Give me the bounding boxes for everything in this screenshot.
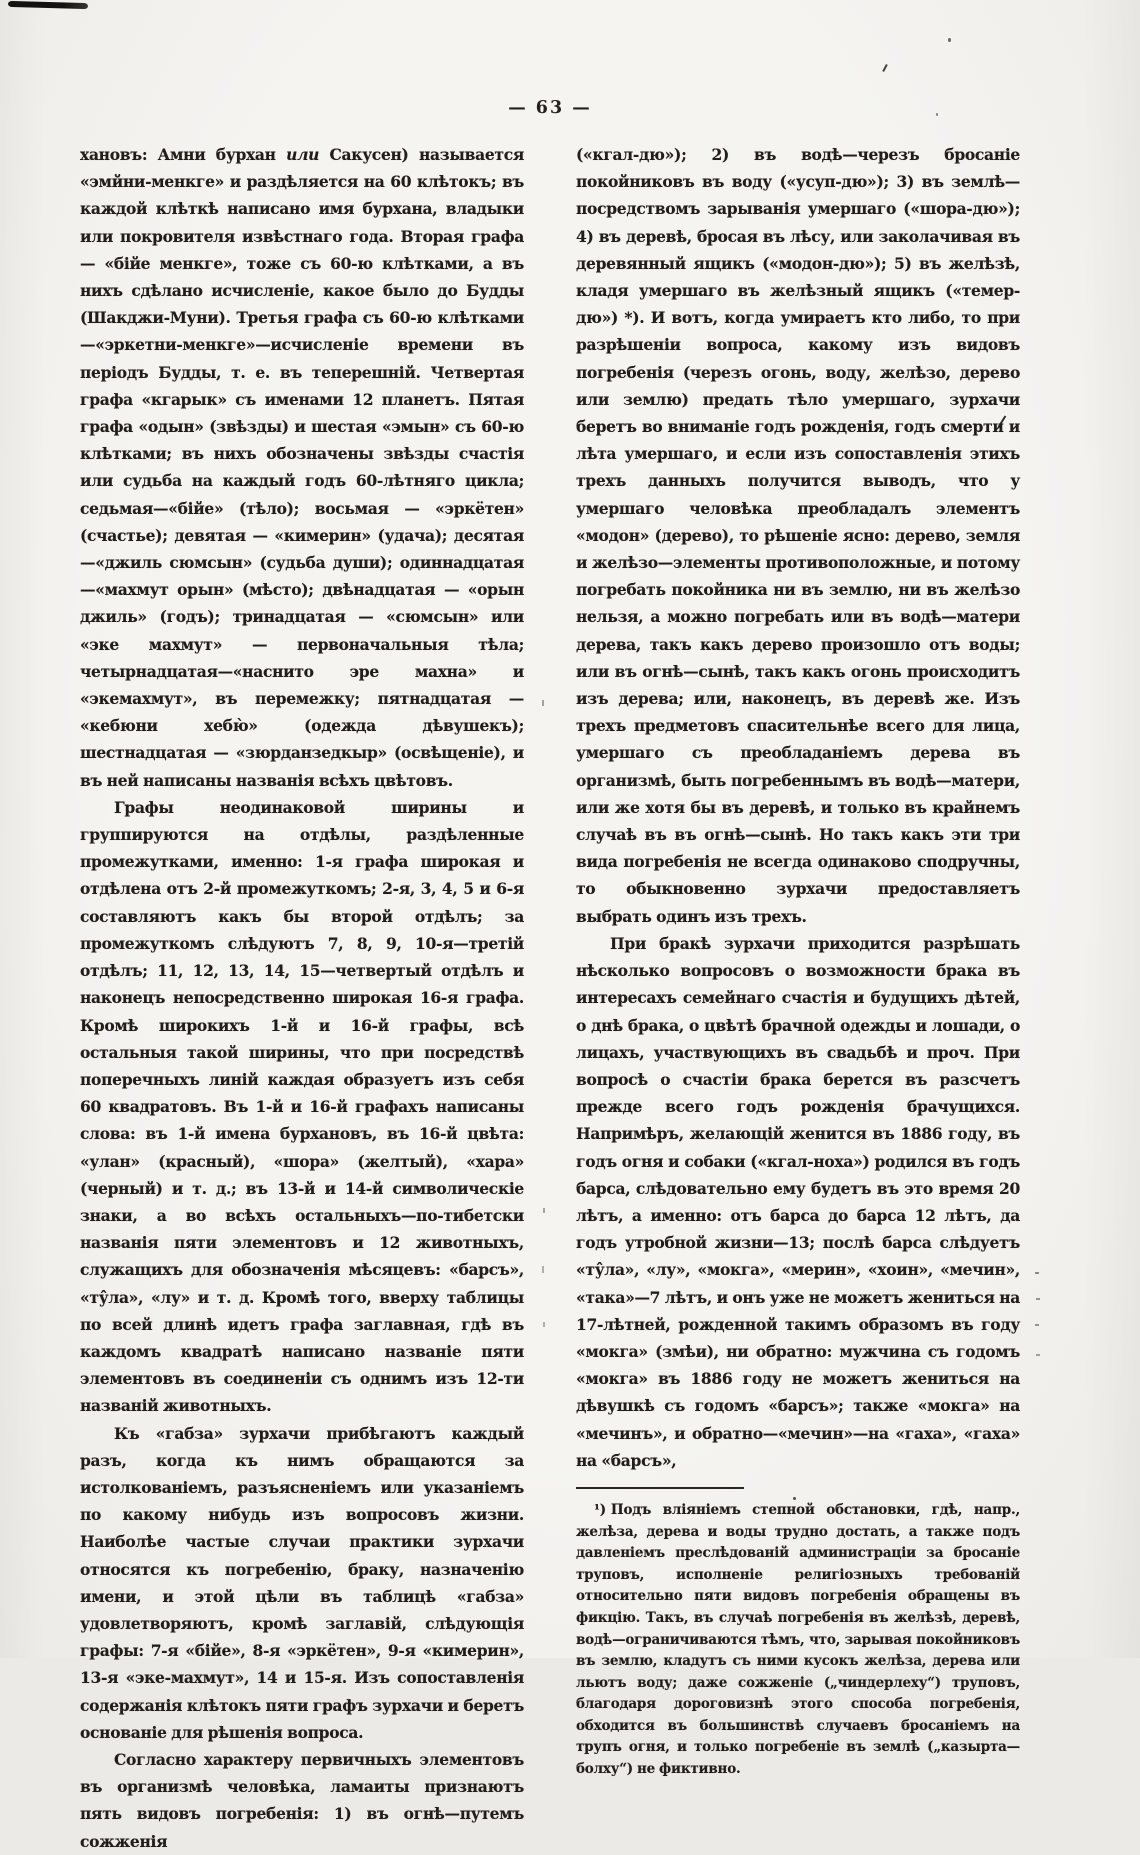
- paragraph-khanov-continuation: [80, 141, 524, 794]
- text-columns: [80, 141, 1020, 1855]
- scan-edge-mark: [1035, 1324, 1039, 1326]
- footnote-marker: ¹): [594, 1501, 606, 1518]
- scan-edge-mark: [1036, 1298, 1040, 1300]
- paragraph-burial-types: («кгал-дю»); 2) въ водѣ—черезъ бросаніе покойниковъ въ воду («усуп-дю»); 3) въ землѣ—посредствомъ зарыванія умершаго («шора-дю»); 4) въ деревѣ, бросая въ лѣсу, или заколачивая въ деревянный ящикъ («модон-дю»); 5) въ желѣзѣ, кладя умершаго въ желѣзный ящикъ («темер-дю») *). И вотъ, когда умираетъ кто либо, то при разрѣшеніи вопроса, какому изъ видовъ погребенія (черезъ огонь, воду, желѣзо, дерево или землю) предать тѣло умершаго, зурхачи беретъ во вниманіе годъ рожденія, годъ смерти и лѣта умершаго, и если изъ сопоставленія этихъ трехъ данныхъ получится выводъ, что у умершаго человѣка преобладалъ элементъ «модон» (дерево), то рѣшеніе ясно: дерево, земля и желѣзо—элементы противоположные, и потому погребать покойника ни въ землю, ни въ желѣзо нельзя, а можно погребать или въ водѣ—матери дерева, такъ какъ дерево произошло отъ воды; или въ огнѣ—сынѣ, такъ какъ огонь происходитъ изъ дерева; или, наконецъ, въ деревѣ же. Изъ трехъ предметовъ спасительнѣе всего для лица, умершаго съ преобладаніемъ дерева въ организмѣ, быть погребеннымъ въ водѣ—матери, или же хотя бы въ деревѣ, и только въ крайнемъ случаѣ въ въ огнѣ—сынѣ. Но такъ какъ эти три вида погребенія не всегда одинаково сподручны, то обыкновенно зурхачи предоставляетъ выбрать одинъ изъ трехъ.: [576, 145, 1020, 926]
- paragraph-gabza-practice: Къ «габза» зурхачи прибѣгаютъ каждый разъ, когда къ нимъ обращаются за истолкованіемъ, разъясненіемъ или указаніемъ по какому нибудь изъ вопросовъ жизни. Наиболѣе частые случаи практики зурхачи относятся къ погребенію, браку, назначенію имени, и этой цѣли въ таблицѣ «габза» удовлетворяютъ, кромѣ заглавій, слѣдующія графы: 7-я «бійе», 8-я «эркётен», 9-я «кимерин», 13-я «эке-махмут», 14 и 15-я. Изъ сопоставленія содержанія клѣтокъ пяти графъ зурхачи и беретъ основаніе для рѣшенія вопроса.: [80, 1423, 524, 1742]
- footnote-body: Подъ вліяніемъ степной обстановки, гдѣ, напр., желѣза, дерева и воды трудно достать, а также подъ давленіемъ преслѣдованій администраціи за бросаніе труповъ, исполненіе религіозныхъ требованій относительно пяти видовъ погребенія обращены въ фикцію. Такъ, въ случаѣ погребенія въ желѣзѣ, деревѣ, водѣ—ограничиваются тѣмъ, что, зарывая покойниковъ въ землю, кладутъ съ ними кусокъ желѣза, дерева или льютъ воду; даже сожженіе („чиндерлеху“) труповъ, благодаря дороговизнѣ этого способа погребенія, обходится въ большинствѣ случаевъ бросаніемъ на трупъ огня, и только погребеніе въ землѣ („казырта—болху“) не фиктивно.: [576, 1501, 1020, 1778]
- paragraph-text: Сакусен) называется «эмйни-менкге» и раздѣляется на 60 клѣтокъ; въ каждой клѣткѣ написано имя бурхана, владыки или покровителя извѣстнаго года. Вторая графа — «бійе менкге», тоже съ 60-ю клѣтками, а въ нихъ сдѣлано исчисленіе, какое было до Будды (Шакджи-Муни). Третья графа съ 60-ю клѣтками—«эркетни-менкге»—исчисленіе времени въ періодъ Будды, т. е. въ теперешній. Четвертая графа «кгарык» съ именами 12 планетъ. Пятая графа «одын» (звѣзды) и шестая «эмын» съ 60-ю клѣтками; въ нихъ обозначены звѣзды счастія или судьба на каждый годъ 60-лѣтняго цикла; седьмая—«бійе» (тѣло); восьмая — «эркётен» (счастье); девятая — «кимерин» (удача); десятая—«джиль сюмсын» (судьба души); одиннадцатая—«махмут орын» (мѣсто); двѣнадцатая — «орын джиль» (годъ); тринадцатая — «сюмсын» или «эке махмут» — первоначальныя тѣла; четырнадцатая—«наснито эре махна» и «экемахмут», въ перемежку; пятнадцатая — «кебюни хебю̀» (одежда дѣвушекъ); шестнадцатая — «зюрданзедкыр» (освѣщеніе), и въ ней написаны названія всѣхъ цвѣтовъ.: [80, 145, 524, 790]
- scan-edge-mark: [1036, 1354, 1040, 1356]
- paragraph-marriage: При бракѣ зурхачи приходится разрѣшать нѣсколько вопросовъ о возможности брака въ интересахъ семейнаго счастія и будущихъ дѣтей, о днѣ брака, о цвѣтѣ брачной одежды и лошади, о лицахъ, участвующихъ въ свадьбѣ и проч. При вопросѣ о счастіи брака берется въ разсчетъ прежде всего годъ рожденія брачущихся. Напримѣръ, желающій женится въ 1886 году, въ годъ огня и собаки («кгал-ноха») родился въ годъ барса, слѣдовательно ему будетъ въ это время 20 лѣтъ, а именно: отъ барса до барса 12 лѣтъ, да годъ утробной жизни—13; послѣ барса слѣдуетъ «ту̂ла», «лу», «мокга», «мерин», «хоин», «мечин», «така»—7 лѣтъ, и онъ уже не можетъ жениться на 17-лѣтней, рожденной такимъ образомъ въ году «мокга» (змѣи), ни обратно: мужчина съ годомъ «мокга» въ 1886 году не можетъ жениться на дѣвушкѣ съ годомъ «барсъ»; также «мокга» на «мечинъ», и обратно—«мечин»—на «гаха», «гаха» на «барсъ»,: [576, 933, 1020, 1470]
- ink-smudge-top-left: [8, 1, 88, 9]
- page-number: — 63 —: [508, 98, 592, 118]
- paragraph-text: хановъ: Амни бурхан: [80, 145, 287, 164]
- paragraph-grafy-structure: Графы неодинаковой ширины и группируются на отдѣлы, раздѣленные промежутками, именно: 1-я графа широкая и отдѣлена отъ 2-й промежуткомъ; 2-я, 3, 4, 5 и 6-я составляютъ какъ бы второй отдѣлъ; за промежуткомъ слѣдуютъ 7, 8, 9, 10-я—третій отдѣлъ; 11, 12, 13, 14, 15—четвертый отдѣлъ и наконецъ непосредственно широкая 16-я графа. Кромѣ широкихъ 1-й и 16-й графы, всѣ остальныя такой ширины, что при посредствѣ поперечныхъ линій каждая образуетъ изъ себя 60 квадратовъ. Въ 1-й и 16-й графахъ написаны слова: въ 1-й имена бурхановъ, въ 16-й цвѣта: «улан» (красный), «шора» (желтый), «хара» (черный) и т. д.; въ 13-й и 14-й символическіе знаки, а во всѣхъ остальныхъ—по-тибетски названія пяти элементовъ и 12 животныхъ, служащихъ для обозначенія мѣсяцевъ: «барсъ», «ту̂ла», «лу» и т. д. Кромѣ того, вверху таблицы по всей длинѣ идетъ графа заглавная, гдѣ въ каждомъ квадратѣ написано названіе пяти элементовъ въ соединеніи съ однимъ изъ 12-ти названій животныхъ.: [80, 797, 524, 1416]
- scan-speck: [948, 38, 951, 42]
- right-column: [576, 141, 1020, 1855]
- italic-word: или: [286, 145, 320, 164]
- footnote-rule: [576, 1487, 744, 1489]
- paragraph-burial-intro: Согласно характеру первичныхъ элементовъ въ организмѣ человѣка, ламаиты признаютъ пять видовъ погребенія: 1) въ огнѣ—путемъ сожженія: [80, 1749, 524, 1851]
- left-column: [80, 141, 524, 1855]
- scan-speck: [882, 64, 888, 72]
- footnote-text: [576, 1500, 1020, 1781]
- scan-edge-mark: [1035, 1272, 1039, 1274]
